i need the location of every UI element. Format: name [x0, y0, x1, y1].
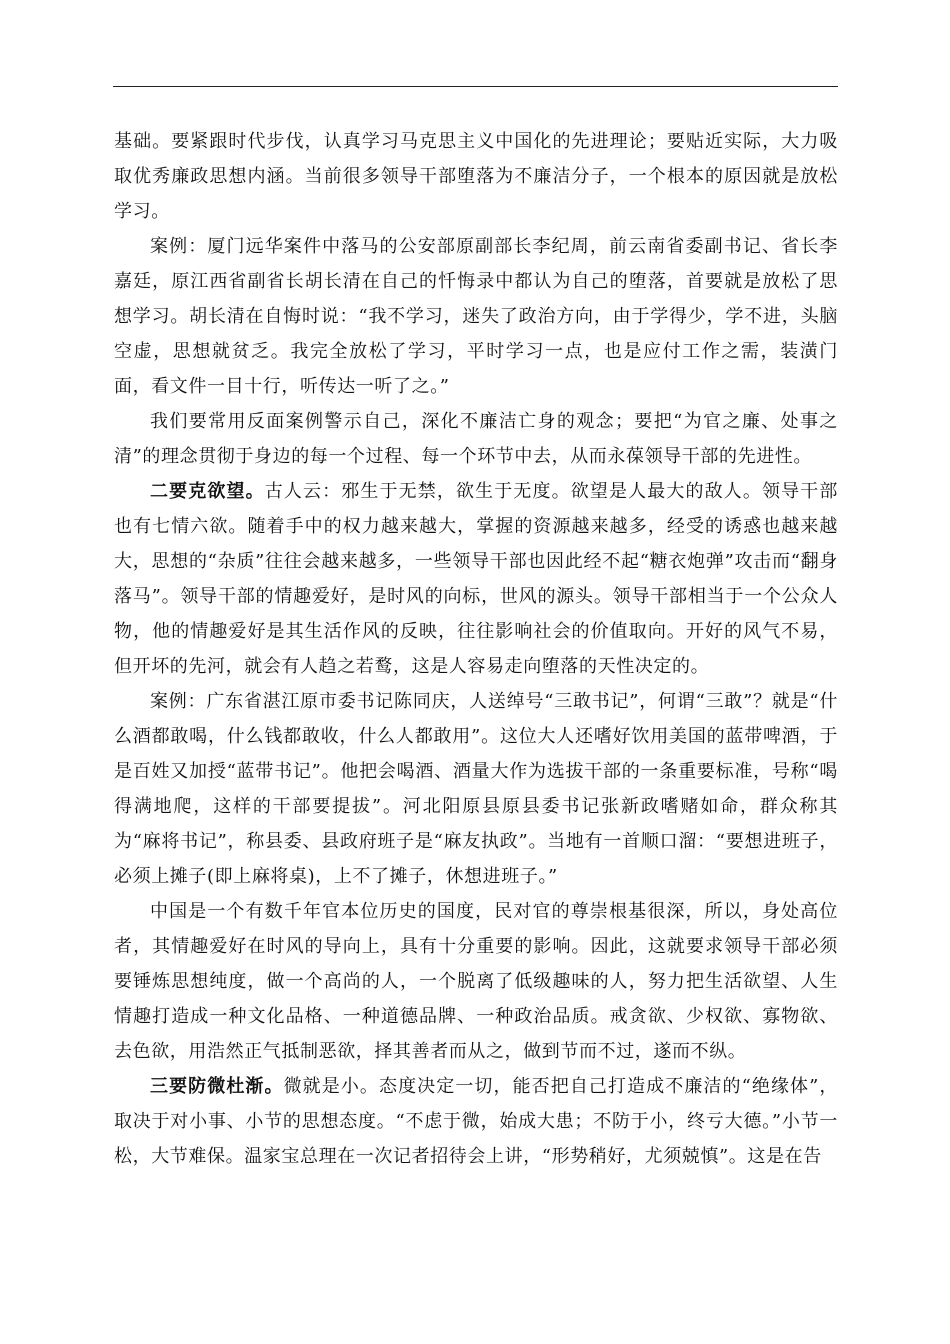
paragraph-text: 我们要常用反面案例警示自己，深化不廉洁亡身的观念；要把“为官之廉、处事之清”的理念贯彻于身边的每一个过程、每一个环节中去，从而永葆领导干部的先进性。 — [114, 411, 838, 467]
paragraph-text: 微就是小。态度决定一切，能否把自己打造成不廉洁的“绝缘体”，取决于对小事、小节的思想态度。“不虑于微，始成大患；不防于小，终亏大德。”小节一松，大节难保。温家宝总理在一次记者招待会上讲，“形势稍好，尤须兢慎”。这是在告 — [114, 1076, 839, 1167]
paragraph-text: 中国是一个有数千年官本位历史的国度，民对官的尊崇根基很深，所以，身处高位者，其情趣爱好在时风的导向上，具有十分重要的影响。因此，这就要求领导干部必须要锤炼思想纯度，做一个高尚的人，一个脱离了低级趣味的人，努力把生活欲望、人生情趣打造成一种文化品格、一种道德品牌、一种政治品质。戒贪欲、少权欲、寡物欲、去色欲，用浩然正气抵制恶欲，择其善者而从之，做到节而不过，遂而不纵。 — [114, 901, 838, 1062]
paragraph-case-hu-changqing — [114, 229, 838, 404]
paragraph-point-two — [114, 474, 838, 684]
paragraph-lead-heading: 三要防微杜渐。 — [150, 1076, 284, 1097]
paragraph-warning — [114, 404, 838, 474]
paragraph-text: 案例：厦门远华案件中落马的公安部原副部长李纪周，前云南省委副书记、省长李嘉廷，原江西省副省长胡长清在自己的忏悔录中都认为自己的堕落，首要就是放松了思想学习。胡长清在自悔时说：“我不学习，迷失了政治方向，由于学得少，学不进，头脑空虚，思想就贫乏。我完全放松了学习，平时学习一点，也是应付工作之需，装潢门面，看文件一目十行，听传达一听了之。” — [114, 236, 838, 397]
paragraph-text: 古人云：邪生于无禁，欲生于无度。欲望是人最大的敌人。领导干部也有七情六欲。随着手中的权力越来越大，掌握的资源越来越多，经受的诱惑也越来越大，思想的“杂质”往往会越来越多，一些领导干部也因此经不起“糖衣炮弹”攻击而“翻身落马”。领导干部的情趣爱好，是时风的向标，世风的源头。领导干部相当于一个公众人物，他的情趣爱好是其生活作风的反映，往往影响社会的价值取向。开好的风气不易，但开坏的先河，就会有人趋之若鹜，这是人容易走向堕落的天性决定的。 — [114, 481, 839, 677]
paragraph-lead-heading: 二要克欲望。 — [150, 481, 265, 502]
paragraph-text: 案例：广东省湛江原市委书记陈同庆，人送绰号“三敢书记”，何谓“三敢”？就是“什么酒都敢喝，什么钱都敢收，什么人都敢用”。这位大人还嗜好饮用美国的蓝带啤酒，于是百姓又加授“蓝带书记”。他把会喝酒、酒量大作为选拔干部的一条重要标准，号称“喝得满地爬，这样的干部要提拔”。河北阳原县原县委书记张新政嗜赌如命，群众称其为“麻将书记”，称县委、县政府班子是“麻友执政”。当地有一首顺口溜：“要想进班子，必须上摊子(即上麻将桌)，上不了摊子，休想进班子。” — [114, 691, 838, 887]
paragraph-text: 基础。要紧跟时代步伐，认真学习马克思主义中国化的先进理论；要贴近实际，大力吸取优秀廉政思想内涵。当前很多领导干部堕落为不廉洁分子，一个根本的原因就是放松学习。 — [114, 131, 838, 222]
paragraph-point-three — [114, 1069, 838, 1174]
paragraph-continuation — [114, 124, 838, 229]
header-rule — [113, 86, 838, 87]
paragraph-case-chen-tongqing — [114, 684, 838, 894]
body-text — [114, 124, 838, 1174]
paragraph-china-tradition — [114, 894, 838, 1069]
